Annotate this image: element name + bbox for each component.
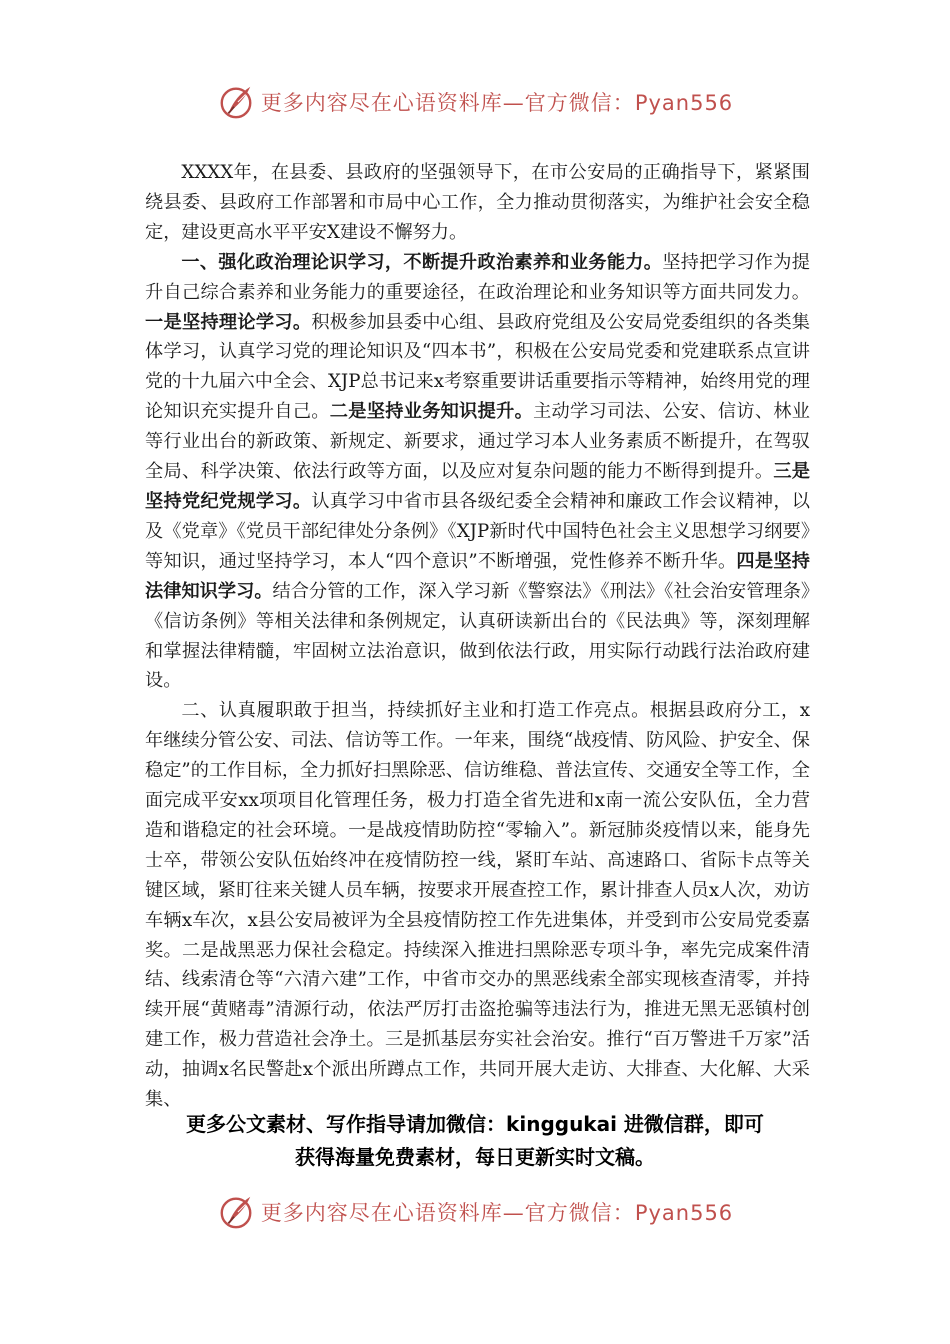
- paragraph: [145, 158, 810, 248]
- banner-text: 更多内容尽在心语资料库—官方微信：Pyan556: [260, 91, 734, 115]
- subheading: 一是坚持理论学习。: [145, 311, 312, 333]
- promo-line: 获得海量免费素材，每日更新实时文稿。: [295, 1145, 655, 1169]
- section-heading: 一、强化政治理论识学习，不断提升政治素养和业务能力。: [181, 251, 663, 273]
- paragraph-text: 结合分管的工作，深入学习新《警察法》《刑法》《社会治安管理条》《信访条例》等相关法律和条例规定，认真研读新出台的《民法典》等，深刻理解和掌握法律精髓，牢固树立法治意识，做到依法行政，用实际行动践行法治政府建设。: [145, 580, 810, 692]
- promo-line: 更多公文素材、写作指导请加微信：kinggukai 进微信群，即可: [186, 1112, 764, 1136]
- banner-text: 更多内容尽在心语资料库—官方微信：Pyan556: [260, 1201, 734, 1225]
- footer-banner: [0, 1190, 950, 1234]
- promo-notice: [0, 1108, 950, 1174]
- paragraph-text: 二、认真履职敢于担当，持续抓好主业和打造工作亮点。根据县政府分工，x年继续分管公安、司法、信访等工作。一年来，围绕“战疫情、防风险、护安全、保稳定”的工作目标，全力抓好扫黑除恶、信访维稳、普法宣传、交通安全等工作，全面完成平安xx项项目化管理任务，极力打造全省先进和x南一流公安队伍，全力营造和谐稳定的社会环境。一是战疫情助防控“零输入”。新冠肺炎疫情以来，能身先士卒，带领公安队伍始终冲在疫情防控一线，紧盯车站、高速路口、省际卡点等关键区域，紧盯往来关键人员车辆，按要求开展查控工作，累计排查人员x人次，劝访车辆x车次，x县公安局被评为全县疫情防控工作先进集体，并受到市公安局党委嘉奖。二是战黑恶力保社会稳定。持续深入推进扫黑除恶专项斗争，率先完成案件清结、线索清仓等“六清六建”工作，中省市交办的黑恶线索全部实现核查清零，并持续开展“黄赌毒”清源行动，依法严厉打击盗抢骗等违法行为，推进无黑无恶镇村创建工作，极力营造社会净土。三是抓基层夯实社会治安。推行“百万警进千万家”活动，抽调x名民警赴x个派出所蹲点工作，共同开展大走访、大排查、大化解、大采集、: [145, 700, 811, 1111]
- paragraph: [145, 248, 810, 697]
- paragraph-text: 主动学习司法、公安、信访、林业等行业出台的新政策、新规定、新要求，通过学习本人业务素质不断提升，在驾驭全局、科学决策、依法行政等方面，以及应对复杂问题的能力不断得到提升。: [145, 401, 810, 483]
- subheading: 三是坚持党纪党规学习。: [145, 461, 810, 512]
- feather-pen-logo-icon: [217, 83, 255, 121]
- feather-pen-logo-icon: [217, 1193, 255, 1231]
- document-body: [145, 158, 810, 1115]
- subheading: 二是坚持业务知识提升。: [329, 401, 534, 423]
- paragraph-text: 坚持把学习作为提升自己综合素养和业务能力的重要途径，在政治理论和业务知识等方面共同发力。: [145, 251, 810, 303]
- paragraph: [145, 696, 810, 1115]
- subheading: 四是坚持法律知识学习。: [145, 550, 810, 602]
- paragraph-text: 认真学习中省市县各级纪委全会精神和廉政工作会议精神，以及《党章》《党员干部纪律处分条例》《XJP新时代中国特色社会主义思想学习纲要》等知识，通过坚持学习，本人“四个意识”不断增强，党性修养不断升华。: [145, 490, 810, 572]
- paragraph-text: 积极参加县委中心组、县政府党组及公安局党委组织的各类集体学习，认真学习党的理论知识及“四本书”，积极在公安局党委和党建联系点宣讲党的十九届六中全会、XJP总书记来x考察重要讲话重要指示等精神，始终用党的理论知识充实提升自己。: [145, 311, 810, 423]
- paragraph-text: XXXX年，在县委、县政府的坚强领导下，在市公安局的正确指导下，紧紧围绕县委、县政府工作部署和市局中心工作，全力推动贯彻落实，为维护社会安全稳定，建设更高水平平安X建设不懈努力。: [145, 162, 810, 243]
- header-banner: [0, 80, 950, 124]
